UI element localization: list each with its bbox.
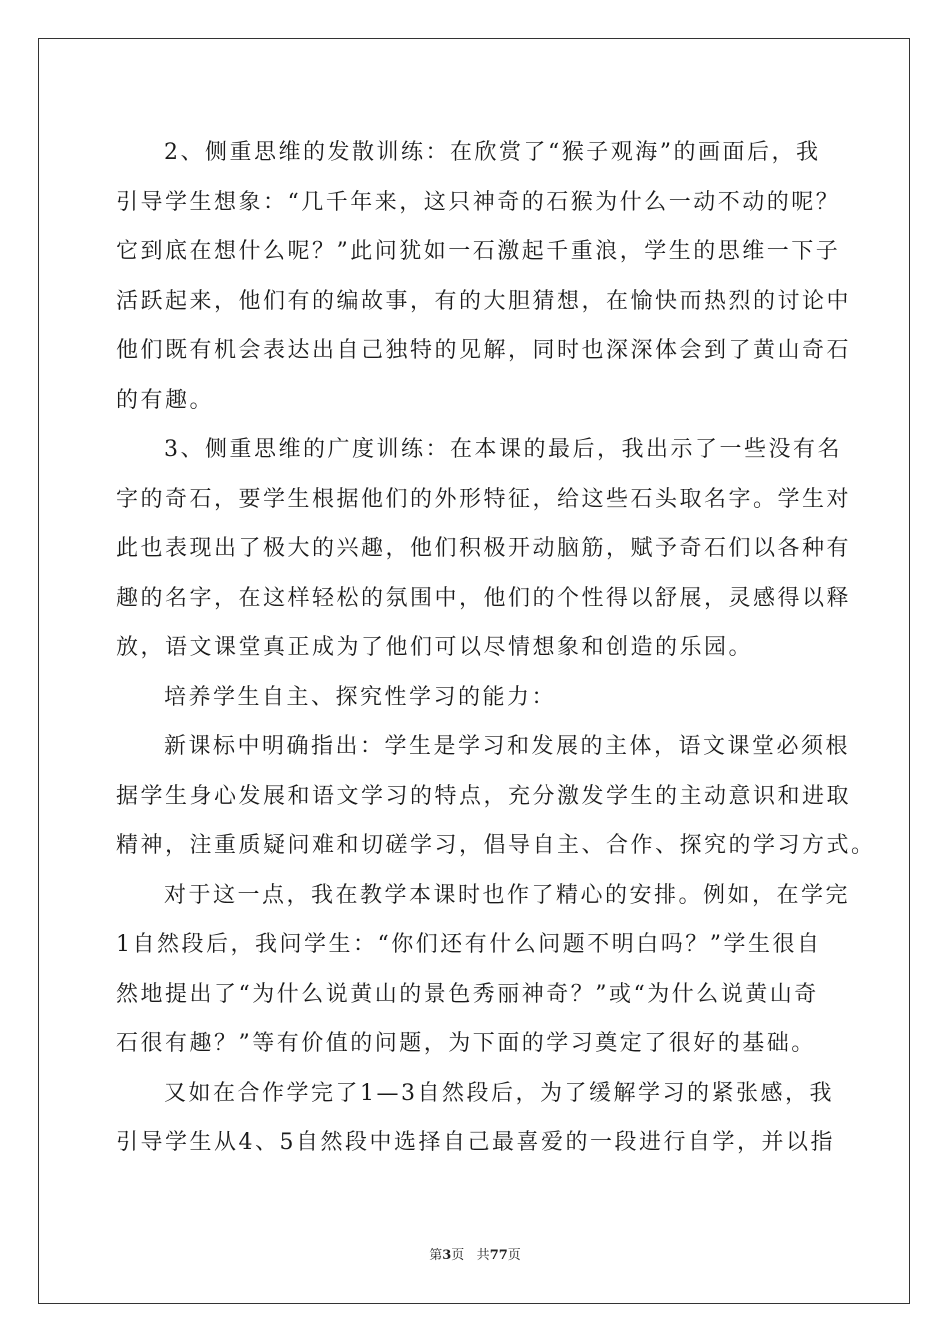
text-line: 新课标中明确指出：学生是学习和发展的主体，语文课堂必须根 [164, 734, 851, 759]
footer-total-suffix: 页 [507, 1248, 521, 1263]
text-line: 它到底在想什么呢？”此问犹如一石激起千重浪，学生的思维一下子 [116, 239, 841, 264]
text-line: 引导学生从4、5自然段中选择自己最喜爱的一段进行自学，并以指 [116, 1130, 835, 1155]
page-footer [0, 1244, 950, 1263]
document-body [116, 128, 876, 1168]
footer-page-number: 3 [442, 1248, 452, 1263]
text-line: 引导学生想象：“几千年来，这只神奇的石猴为什么一动不动的呢？ [116, 189, 841, 215]
text-line: 培养学生自主、探究性学习的能力： [164, 684, 557, 710]
text-line: 然地提出了“为什么说黄山的景色秀丽神奇？”或“为什么说黄山奇 [116, 981, 819, 1007]
text-line: 的有趣。 [116, 387, 215, 413]
text-line: 趣的名字，在这样轻松的氛围中，他们的个性得以舒展，灵感得以释 [116, 585, 852, 611]
text-line: 活跃起来，他们有的编故事，有的大胆猜想，在愉快而热烈的讨论中 [116, 288, 852, 314]
text-line: 此也表现出了极大的兴趣，他们积极开动脑筋，赋予奇石们以各种有 [116, 536, 852, 561]
text-line: 3、侧重思维的广度训练：在本课的最后，我出示了一些没有名 [164, 437, 842, 462]
text-line: 字的奇石，要学生根据他们的外形特征，给这些石头取名字。学生对 [116, 486, 852, 512]
text-line: 他们既有机会表达出自己独特的见解，同时也深深体会到了黄山奇石 [116, 338, 852, 363]
text-line: 放，语文课堂真正成为了他们可以尽情想象和创造的乐园。 [116, 635, 754, 660]
footer-page-prefix: 第 [429, 1248, 443, 1263]
text-line: 对于这一点，我在教学本课时也作了精心的安排。例如，在学完 [164, 882, 851, 908]
footer-total-prefix: 共 [476, 1248, 490, 1263]
text-line: 石很有趣？”等有价值的问题，为下面的学习奠定了很好的基础。 [116, 1031, 816, 1056]
text-line: 1自然段后，我问学生：“你们还有什么问题不明白吗？”学生很自 [116, 932, 822, 957]
text-line: 2、侧重思维的发散训练：在欣赏了“猴子观海”的画面后，我 [164, 140, 821, 165]
text-line: 据学生身心发展和语文学习的特点，充分激发学生的主动意识和进取 [116, 783, 852, 809]
text-line: 又如在合作学完了1—3自然段后，为了缓解学习的紧张感，我 [164, 1080, 834, 1106]
footer-page-suffix: 页 [451, 1248, 465, 1263]
footer-total-pages: 77 [489, 1248, 508, 1263]
text-line: 精神，注重质疑问难和切磋学习，倡导自主、合作、探究的学习方式。 [116, 833, 876, 858]
